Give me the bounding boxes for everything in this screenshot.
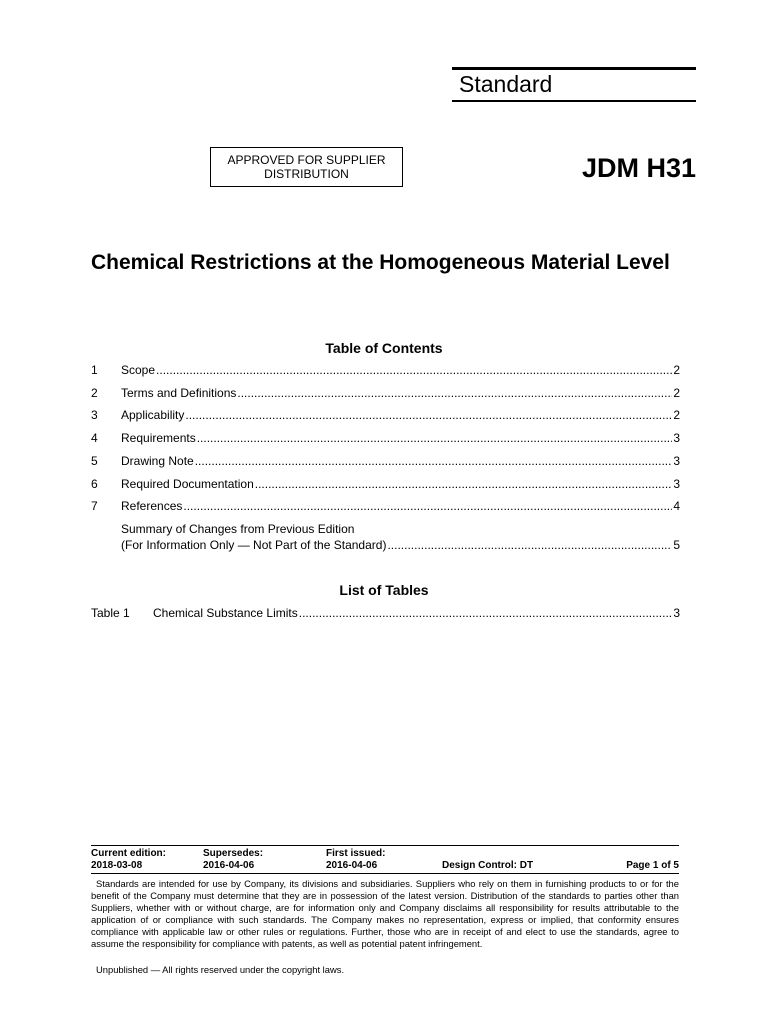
document-id: JDM H31 — [581, 153, 696, 183]
toc-item[interactable] — [91, 452, 680, 470]
supersedes-label: Supersedes: — [203, 848, 264, 859]
toc-item-page: 2 — [673, 408, 680, 422]
toc-leader-dots — [183, 497, 672, 515]
toc-item-number: 1 — [91, 363, 98, 377]
toc-item-text: Required Documentation — [121, 477, 254, 491]
current-edition-label: Current edition: — [91, 848, 166, 859]
toc-leader-dots — [156, 361, 672, 379]
toc-item-page: 3 — [673, 454, 680, 468]
tables-heading: List of Tables — [339, 582, 429, 598]
toc-item-number: 4 — [91, 431, 98, 445]
toc-leader-dots — [195, 452, 673, 470]
toc-item-page: 2 — [673, 386, 680, 400]
toc-leader-dots — [299, 604, 673, 622]
toc-item[interactable] — [91, 497, 680, 515]
toc-item[interactable] — [91, 406, 680, 424]
toc-item[interactable] — [91, 361, 680, 379]
toc-item-text: Drawing Note — [121, 454, 194, 468]
toc-item-text: References — [121, 499, 183, 513]
toc-item-number: 3 — [91, 408, 98, 422]
document-type-label: Standard — [459, 71, 553, 97]
toc-item-number: 2 — [91, 386, 98, 400]
supersedes-value: 2016-04-06 — [203, 860, 255, 871]
toc-item-page: 3 — [673, 431, 680, 445]
toc-item-text: Applicability — [121, 408, 185, 422]
toc-leader-dots — [255, 475, 673, 493]
toc-item-number: 6 — [91, 477, 98, 491]
table-list-page: 3 — [673, 606, 680, 620]
document-title: Chemical Restrictions at the Homogeneous Material Level — [91, 251, 670, 274]
toc-leader-dots — [185, 406, 672, 424]
toc-heading: Table of Contents — [325, 340, 443, 356]
toc-leader-dots — [197, 429, 673, 447]
toc-item-number: 5 — [91, 454, 98, 468]
toc-item[interactable] — [91, 475, 680, 493]
toc-item-number: 7 — [91, 499, 98, 513]
disclaimer-text: Standards are intended for use by Company, its divisions and subsidiaries. Suppliers who rely on them in furnishing products to or for the benefit of the Company must determine that they are in possession of the latest version. Distribution of the standards to parties other than Suppliers, whether with or without charge, are for information only and Company disclaims all responsibility for results attributable to the application of or compliance with such standards. The Company makes no representation, express or implied, that conformity ensures compliance with applicable law or other rules or regulations. Further, those who are in receipt of and elect to use the standards, agree to assume the responsibility for compliance with patents, as well as potential patent infringement. — [91, 878, 679, 949]
approval-box — [210, 147, 403, 187]
toc-item-page: 4 — [673, 499, 680, 513]
current-edition-value: 2018-03-08 — [91, 860, 143, 871]
toc-item[interactable] — [91, 429, 680, 447]
toc-item-page: 3 — [673, 477, 680, 491]
table-list-item[interactable] — [91, 604, 680, 622]
first-issued-label: First issued: — [326, 848, 386, 859]
table-list-text: Chemical Substance Limits — [153, 606, 298, 620]
toc-item-text: Requirements — [121, 431, 196, 445]
toc-leader-dots — [237, 384, 672, 402]
copyright-text: Unpublished — All rights reserved under the copyright laws. — [96, 964, 345, 975]
page-info: Page 1 of 5 — [626, 860, 679, 871]
toc-summary-line-1: Summary of Changes from Previous Edition — [121, 522, 355, 536]
toc-leader-dots — [387, 536, 672, 554]
toc-item-page: 2 — [673, 363, 680, 377]
toc-item-text: Scope — [121, 363, 156, 377]
toc-summary-item[interactable] — [121, 536, 680, 554]
first-issued-value: 2016-04-06 — [326, 860, 378, 871]
toc-item-text: Terms and Definitions — [121, 386, 237, 400]
approval-line-1: APPROVED FOR SUPPLIER — [227, 153, 386, 167]
footer-rule-bottom — [91, 873, 679, 874]
footer-rule-top — [91, 845, 679, 846]
toc-summary-line-2: (For Information Only — Not Part of the Standard) — [121, 538, 387, 552]
toc-item[interactable] — [91, 384, 680, 402]
approval-line-2: DISTRIBUTION — [264, 167, 349, 181]
header-rule-bottom — [452, 100, 696, 102]
design-control: Design Control: DT — [442, 860, 534, 871]
table-list-label: Table 1 — [91, 606, 130, 620]
toc-summary-page: 5 — [673, 538, 680, 552]
